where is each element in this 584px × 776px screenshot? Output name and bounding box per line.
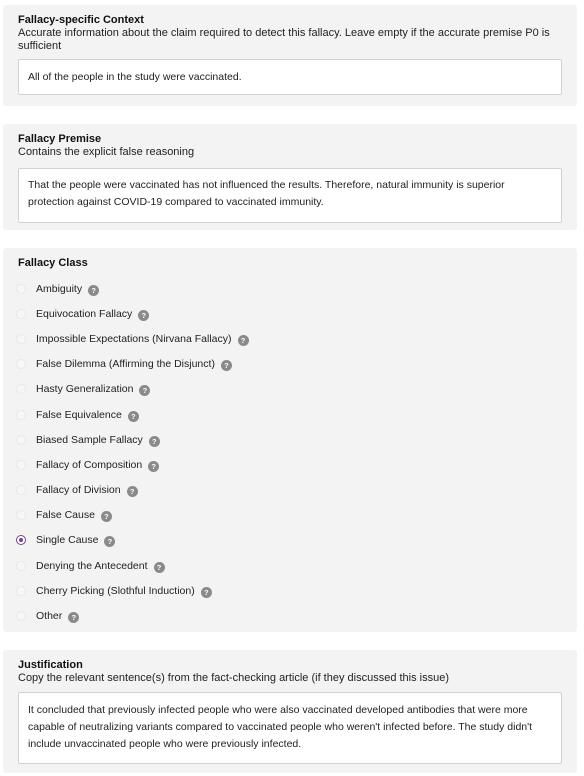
fallacy-class-option-label: Biased Sample Fallacy: [36, 433, 143, 446]
help-icon[interactable]: ?: [128, 411, 139, 422]
radio-button[interactable]: [16, 384, 26, 394]
radio-button[interactable]: [16, 535, 26, 545]
radio-button[interactable]: [16, 410, 26, 420]
fallacy-context-panel: [3, 5, 577, 106]
fallacy-class-option-label: Single Cause: [36, 534, 99, 547]
fallacy-context-title: Fallacy-specific Context: [18, 14, 144, 26]
fallacy-premise-panel: [3, 124, 577, 230]
fallacy-class-option-label: Fallacy of Composition: [36, 458, 143, 471]
help-icon[interactable]: ?: [127, 486, 138, 497]
justification-title: Justification: [18, 659, 83, 671]
fallacy-class-option-label: False Dilemma (Affirming the Disjunct): [36, 358, 215, 371]
fallacy-premise-title: Fallacy Premise: [18, 133, 102, 145]
fallacy-class-option[interactable]: [18, 603, 562, 628]
radio-button[interactable]: [16, 460, 26, 470]
radio-button[interactable]: [16, 284, 26, 294]
radio-button[interactable]: [16, 309, 26, 319]
help-icon[interactable]: ?: [238, 335, 249, 346]
fallacy-class-option-label: Fallacy of Division: [36, 484, 121, 497]
fallacy-class-option[interactable]: [18, 427, 562, 452]
fallacy-class-option[interactable]: [18, 452, 562, 477]
justification-textarea[interactable]: It concluded that previously infected people who were also vaccinated developed antibodies that were more capable of neutralizing variants compared to vaccinated people who weren't infected before. The study didn't include unvaccinated people who were previously infected.: [18, 692, 562, 764]
fallacy-class-option[interactable]: [18, 402, 562, 427]
fallacy-class-option-label: Other: [36, 610, 63, 623]
help-icon[interactable]: ?: [101, 511, 112, 522]
help-icon[interactable]: ?: [201, 587, 212, 598]
help-icon[interactable]: ?: [104, 536, 115, 547]
radio-button[interactable]: [16, 359, 26, 369]
fallacy-class-option-label: Cherry Picking (Slothful Induction): [36, 584, 195, 597]
fallacy-class-option-label: Equivocation Fallacy: [36, 307, 133, 320]
fallacy-premise-textarea[interactable]: That the people were vaccinated has not influenced the results. Therefore, natural immunity is superior protection against COVID-19 compared to vaccinated immunity.: [18, 168, 562, 223]
radio-button[interactable]: [16, 435, 26, 445]
fallacy-premise-description: Contains the explicit false reasoning: [18, 146, 195, 158]
help-icon[interactable]: ?: [149, 436, 160, 447]
fallacy-class-option[interactable]: [18, 528, 562, 553]
radio-button[interactable]: [16, 561, 26, 571]
fallacy-class-option-label: False Equivalence: [36, 408, 122, 421]
fallacy-class-option[interactable]: [18, 276, 562, 301]
fallacy-class-option[interactable]: [18, 377, 562, 402]
fallacy-class-radio-group: [18, 276, 562, 629]
help-icon[interactable]: ?: [148, 461, 159, 472]
help-icon[interactable]: ?: [138, 310, 149, 321]
fallacy-class-option[interactable]: [18, 352, 562, 377]
help-icon[interactable]: ?: [139, 385, 150, 396]
fallacy-class-option-label: False Cause: [36, 509, 95, 522]
help-icon[interactable]: ?: [68, 612, 79, 623]
fallacy-class-option[interactable]: [18, 503, 562, 528]
radio-button[interactable]: [16, 611, 26, 621]
fallacy-class-option[interactable]: [18, 326, 562, 351]
help-icon[interactable]: ?: [221, 360, 232, 371]
fallacy-class-option-label: Impossible Expectations (Nirvana Fallacy): [36, 332, 232, 345]
fallacy-context-description: Accurate information about the claim required to detect this fallacy. Leave empty if the accurate premise P0 is sufficient: [18, 27, 550, 52]
justification-panel: [3, 650, 577, 773]
fallacy-class-title: Fallacy Class: [18, 257, 88, 269]
radio-button[interactable]: [16, 510, 26, 520]
fallacy-class-option[interactable]: [18, 578, 562, 603]
fallacy-context-textarea[interactable]: All of the people in the study were vaccinated.: [18, 59, 562, 95]
help-icon[interactable]: ?: [88, 285, 99, 296]
fallacy-class-option-label: Ambiguity: [36, 282, 83, 295]
help-icon[interactable]: ?: [154, 562, 165, 573]
radio-button[interactable]: [16, 334, 26, 344]
fallacy-class-option[interactable]: [18, 478, 562, 503]
fallacy-class-option[interactable]: [18, 553, 562, 578]
justification-description: Copy the relevant sentence(s) from the fact-checking article (if they discussed this issue): [18, 672, 450, 684]
fallacy-class-panel: [3, 248, 577, 632]
fallacy-class-option[interactable]: [18, 301, 562, 326]
fallacy-class-option-label: Denying the Antecedent: [36, 559, 148, 572]
radio-button[interactable]: [16, 586, 26, 596]
fallacy-class-option-label: Hasty Generalization: [36, 383, 134, 396]
radio-button[interactable]: [16, 485, 26, 495]
